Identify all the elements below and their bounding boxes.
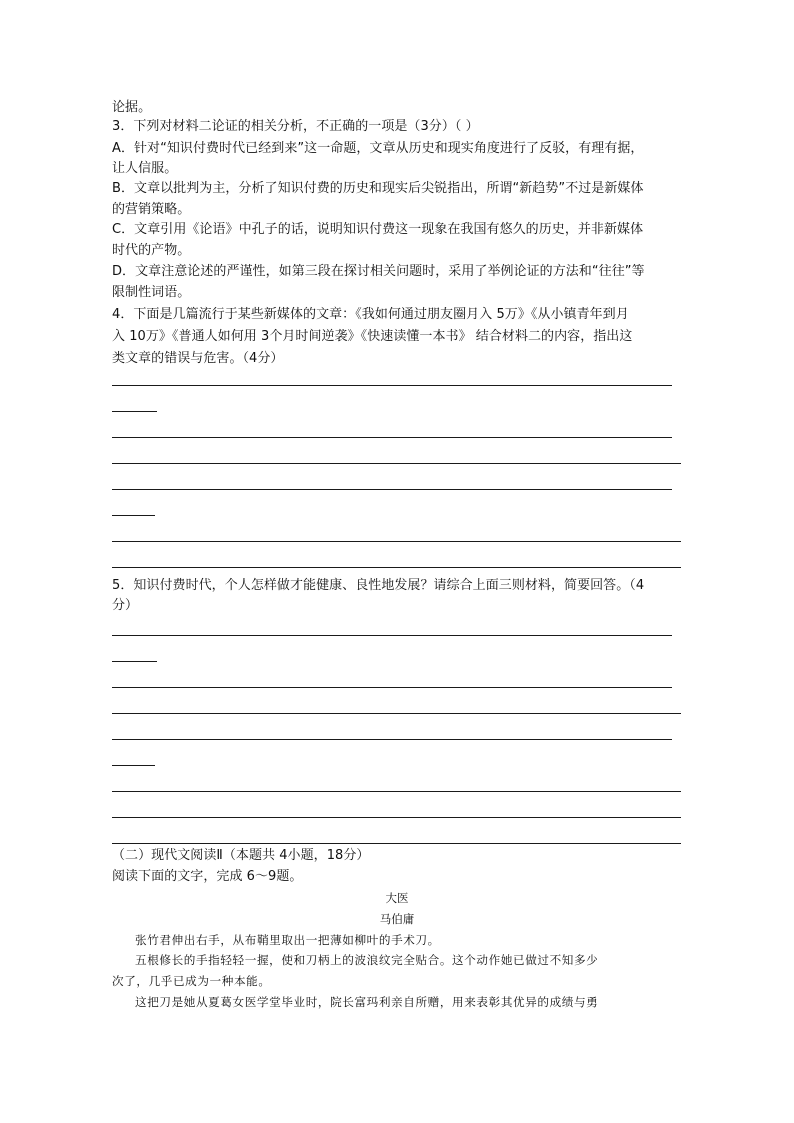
q4-stem-line-2: 入 10万》《普通人如何用 3个月时间逆袭》《快速读懂一本书》 结合材料二的内容，指出这 <box>112 329 633 344</box>
answer-line <box>112 635 672 636</box>
answer-line <box>112 661 157 662</box>
story-paragraph: 张竹君伸出右手，从布鞘里取出一把薄如柳叶的手术刀。 <box>135 933 440 947</box>
answer-line <box>112 567 681 568</box>
answer-line <box>112 817 681 818</box>
answer-line <box>112 541 681 542</box>
section-heading: （二）现代文阅读Ⅱ（本题共 4小题，18分） <box>112 848 370 863</box>
story-paragraph: 五根修长的手指轻轻一握，使和刀柄上的波浪纹完全贴合。这个动作她已做过不知多少 <box>135 953 599 967</box>
answer-line <box>112 489 672 490</box>
q3-stem: 3．下列对材料二论证的相关分析，不正确的一项是（3分）（ ） <box>112 119 479 134</box>
q3-option-d: D．文章注意论述的严谨性，如第三段在探讨相关问题时，采用了举例论证的方法和“往往”等 <box>112 264 645 279</box>
answer-line <box>112 843 681 844</box>
answer-line <box>112 437 672 438</box>
q3-option-c: C．文章引用《论语》中孔子的话，说明知识付费这一现象在我国有悠久的历史，并非新媒体 <box>112 222 644 237</box>
q3-option-a-cont: 让人信服。 <box>112 161 178 176</box>
answer-line <box>112 791 681 792</box>
q5-stem-line-2: 分） <box>112 598 139 613</box>
answer-line <box>112 411 157 412</box>
story-paragraph: 这把刀是她从夏葛女医学堂毕业时，院长富玛利亲自所赠，用来表彰其优异的成绩与勇 <box>135 995 599 1009</box>
q3-option-a: A．针对“知识付费时代已经到来”这一命题，文章从历史和现实角度进行了反驳，有理有据， <box>112 141 644 156</box>
q3-option-c-cont: 时代的产物。 <box>112 243 191 258</box>
story-title: 大医 <box>385 891 409 905</box>
q3-option-d-cont: 限制性词语。 <box>112 285 191 300</box>
answer-line <box>112 463 681 464</box>
answer-line <box>112 713 681 714</box>
q5-stem-line-1: 5．知识付费时代，个人怎样做才能健康、良性地发展？请综合上面三则材料，简要回答。（4 <box>112 578 645 593</box>
answer-line <box>112 687 672 688</box>
answer-line <box>112 385 672 386</box>
q4-stem-line-3: 类文章的错误与危害。（4分） <box>112 351 284 366</box>
answer-line <box>112 739 672 740</box>
q3-option-b: B．文章以批判为主，分析了知识付费的历史和现实后尖锐指出，所谓“新趋势”不过是新媒体 <box>112 181 644 196</box>
answer-line <box>112 765 155 766</box>
section-instruction: 阅读下面的文字，完成 6～9题。 <box>112 869 303 884</box>
q2-tail-text: 论据。 <box>112 100 152 115</box>
q3-option-b-cont: 的营销策略。 <box>112 202 191 217</box>
q4-stem-line-1: 4．下面是几篇流行于某些新媒体的文章：《我如何通过朋友圈月入 5万》《从小镇青年到月 <box>112 307 629 322</box>
story-author: 马伯庸 <box>379 912 415 926</box>
story-paragraph-cont: 次了，几乎已成为一种本能。 <box>112 974 271 988</box>
answer-line <box>112 515 155 516</box>
